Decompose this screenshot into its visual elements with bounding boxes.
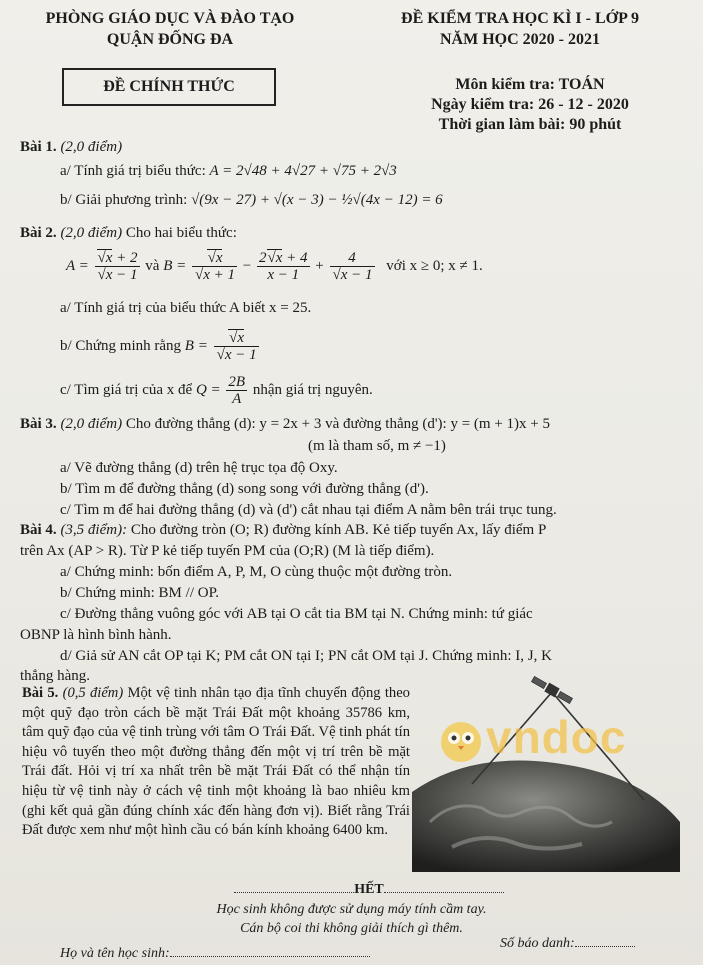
bai1-a-text: a/ Tính giá trị biểu thức: — [60, 163, 210, 179]
bai5-title: Bài 5. — [22, 685, 59, 701]
bai3-intro2: (m là tham số, m ≠ −1) — [308, 438, 446, 454]
bai2-b: b/ Chứng minh rằng B = √ x √ x − 1 — [60, 328, 261, 364]
expr-b-term2: $\frac{2√ x + 4}{x - 1}$ — [257, 250, 310, 283]
district-name: QUẬN ĐỐNG ĐA — [106, 31, 234, 48]
satellite-icon — [530, 675, 573, 706]
subject: Môn kiểm tra: TOÁN — [455, 76, 605, 93]
bai4-points: (3,5 điểm): — [60, 522, 128, 538]
exam-title: ĐỀ KIỂM TRA HỌC KÌ I - LỚP 9 — [401, 10, 639, 27]
satellite-earth-illustration — [412, 672, 680, 872]
bai4-heading — [20, 520, 546, 540]
student-id-field: Số báo danh: — [500, 934, 635, 954]
note-calculator: Học sinh không được sử dụng máy tính cầm tay. — [216, 902, 487, 917]
bai3-c: c/ Tìm m để hai đường thẳng (d) và (d') cắt nhau tại điểm A nằm bên trái trục tung. — [60, 502, 557, 518]
and-word: và — [145, 258, 160, 274]
official-box: ĐỀ CHÍNH THỨC — [62, 68, 276, 106]
bai1-title: Bài 1. — [20, 139, 57, 155]
expr-b-simplified: √ x √ x − 1 — [214, 330, 259, 363]
earth-icon — [412, 761, 680, 873]
bai2-heading — [20, 223, 237, 243]
watermark-text: vndoc — [486, 711, 627, 763]
bai4-d1: d/ Giả sử AN cắt OP tại K; PM cắt ON tại I; PN cắt OM tại J. Chứng minh: I, J, K — [60, 648, 552, 664]
bai2-a: a/ Tính giá trị của biểu thức A biết x = 25. — [60, 300, 312, 316]
expr-b-term3: 4 √ x − 1 — [330, 250, 375, 283]
exam-date: Ngày kiểm tra: 26 - 12 - 2020 — [431, 96, 629, 113]
bai5-paragraph — [22, 684, 410, 841]
bai2-intro: Cho hai biểu thức: — [122, 225, 237, 241]
bai3-title: Bài 3. — [20, 416, 57, 432]
bai2-cond: với x ≥ 0; x ≠ 1. — [386, 258, 483, 274]
bai4-intro2: trên Ax (AP > R). Từ P kẻ tiếp tuyến PM của (O;R) (M là tiếp điểm). — [20, 543, 435, 559]
bai4-a: a/ Chứng minh: bốn điểm A, P, M, O cùng thuộc một đường tròn. — [60, 564, 453, 580]
bai1-points: (2,0 điểm) — [60, 139, 123, 155]
bai1-b-formula: √(9x − 27) + √(x − 3) − ½√(4x − 12) = 6 — [191, 192, 443, 208]
bai4-c2: OBNP là hình bình hành. — [20, 627, 172, 643]
bai4-b: b/ Chứng minh: BM // OP. — [60, 585, 219, 601]
bai1-heading — [20, 137, 122, 157]
bai2-points: (2,0 điểm) — [60, 225, 123, 241]
owl-logo-icon — [438, 714, 484, 766]
exam-duration: Thời gian làm bài: 90 phút — [438, 116, 622, 133]
bai1-b — [60, 190, 443, 210]
bai3-b: b/ Tìm m để đường thẳng (d) song song với đường thẳng (d'). — [60, 481, 429, 497]
bai2-c: c/ Tìm giá trị của x để Q = $\frac{2B}{A}$ nhận giá trị nguyên. — [60, 374, 373, 408]
bai5-points: (0,5 điểm) — [62, 685, 124, 701]
expr-b-term1: √ x √ x + 1 — [192, 250, 237, 283]
school-year: NĂM HỌC 2020 - 2021 — [440, 31, 600, 48]
bai1-a-formula: A = 2√48 + 4√27 + √75 + 2√3 — [209, 163, 397, 179]
student-name-field: Họ và tên học sinh: — [60, 944, 370, 964]
bai4-intro1: Cho đường tròn (O; R) đường kính AB. Kẻ tiếp tuyến Ax, lấy điểm P — [127, 522, 547, 538]
bai5-text: Một vệ tinh nhân tạo địa tĩnh chuyển động theo một quỹ đạo tròn cách bề mặt Trái Đất một khoảng 35786 km, tâm quỹ đạo của vệ tinh trùng với tâm O Trái Đất. Vệ tinh phát tín hiệu vô tuyến theo một đường thẳng đến một vị trí trên bề mặt Trái đất. Hỏi vị trí xa nhất trên bề mặt Trái Đất có thể nhận tín hiệu từ vệ tinh này ở cách vệ tinh một khoảng là bao nhiêu km (ghi kết quả gần đúng chính xác đến hàng đơn vị). Biết rằng Trái Đất được xem như một hình cầu có bán kính khoảng 6400 km. — [22, 685, 410, 839]
bai4-d2: thẳng hàng. — [20, 668, 90, 684]
bai2-title: Bài 2. — [20, 225, 57, 241]
bai2-expressions: A = √ x + 2 √ x − 1 và B = √ x √ x + 1 − $\frac{2√ x + 4}{x - 1}$ + 4 √ x − 1 với x ≥ 0; x ≠ 1. — [66, 248, 483, 284]
expr-a: √ x + 2 √ x − 1 — [95, 250, 140, 283]
bai3-intro: Cho đường thẳng (d): y = 2x + 3 và đường thẳng (d'): y = (m + 1)x + 5 — [122, 416, 551, 432]
dept-name: PHÒNG GIÁO DỤC VÀ ĐÀO TẠO — [45, 10, 295, 27]
watermark — [438, 710, 678, 770]
bai1-b-text: b/ Giải phương trình: — [60, 192, 192, 208]
bai3-heading — [20, 414, 550, 434]
bai3-a: a/ Vẽ đường thẳng (d) trên hệ trục tọa độ Oxy. — [60, 460, 338, 476]
expr-q: $\frac{2B}{A}$ — [228, 374, 246, 408]
bai4-c1: c/ Đường thẳng vuông góc với AB tại O cắt tia BM tại N. Chứng minh: tứ giác — [60, 606, 533, 622]
end-marker: HẾT — [214, 880, 524, 900]
note-supervisor: Cán bộ coi thi không giải thích gì thêm. — [240, 921, 463, 936]
bai4-title: Bài 4. — [20, 522, 57, 538]
bai1-a — [60, 161, 397, 181]
bai3-points: (2,0 điểm) — [60, 416, 123, 432]
